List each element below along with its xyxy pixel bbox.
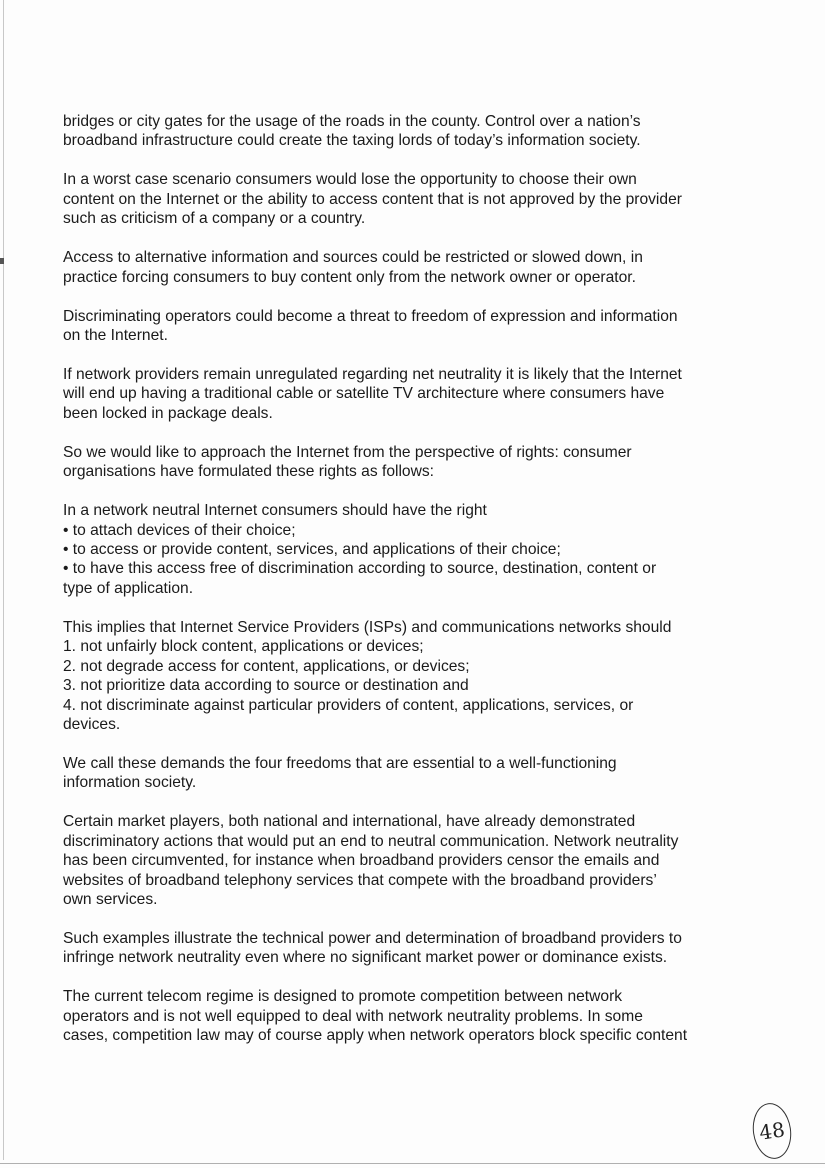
paragraph	[63, 443, 743, 482]
text-line: devices.	[63, 715, 121, 733]
text-line: practice forcing consumers to buy content only from the network owner or operator.	[63, 268, 636, 286]
text-line: • to have this access free of discrimination according to source, destination, content or	[63, 560, 657, 578]
text-line: such as criticism of a company or a country.	[63, 210, 366, 228]
text-line: 1. not unfairly block content, applications or devices;	[63, 638, 424, 656]
text-line: We call these demands the four freedoms that are essential to a well-functioning	[63, 754, 617, 772]
paragraph	[63, 929, 743, 968]
paragraph	[63, 501, 743, 598]
text-line: 4. not discriminate against particular providers of content, applications, services, or	[63, 696, 634, 714]
text-line: cases, competition law may of course apply when network operators block specific content	[63, 1027, 688, 1045]
paragraph	[63, 754, 743, 793]
text-line: If network providers remain unregulated regarding net neutrality it is likely that the Internet	[63, 366, 682, 384]
text-line: websites of broadband telephony services that compete with the broadband providers’	[63, 871, 657, 889]
left-edge-rule	[3, 0, 4, 1160]
text-line: has been circumvented, for instance when broadband providers censor the emails and	[63, 852, 660, 870]
text-line: organisations have formulated these rights as follows:	[63, 463, 434, 481]
text-line: operators and is not well equipped to deal with network neutrality problems. In some	[63, 1007, 643, 1025]
text-line: In a network neutral Internet consumers should have the right	[63, 502, 487, 520]
paragraph	[63, 618, 743, 734]
paragraph	[63, 812, 743, 909]
text-line: So we would like to approach the Internet from the perspective of rights: consumer	[63, 443, 632, 461]
text-line: information society.	[63, 774, 197, 792]
text-line: Discriminating operators could become a threat to freedom of expression and information	[63, 307, 678, 325]
left-edge-mark	[0, 258, 4, 264]
text-line: 3. not prioritize data according to source or destination and	[63, 677, 469, 695]
text-line: discriminatory actions that would put an end to neutral communication. Network neutrality	[63, 832, 679, 850]
text-line: will end up having a traditional cable or satellite TV architecture where consumers have	[63, 385, 665, 403]
handwritten-page-number: 48	[749, 1101, 794, 1162]
text-line: • to attach devices of their choice;	[63, 521, 296, 539]
text-line: This implies that Internet Service Providers (ISPs) and communications networks should	[63, 618, 672, 636]
text-line: The current telecom regime is designed to promote competition between network	[63, 988, 623, 1006]
paragraph	[63, 987, 743, 1045]
text-line: • to access or provide content, services, and applications of their choice;	[63, 541, 561, 559]
document-body	[63, 112, 743, 1065]
text-line: infringe network neutrality even where no significant market power or dominance exists.	[63, 949, 668, 967]
text-line: Certain market players, both national and international, have already demonstrated	[63, 813, 636, 831]
paragraph	[63, 170, 743, 228]
text-line: Access to alternative information and sources could be restricted or slowed down, in	[63, 249, 643, 267]
paragraph	[63, 248, 743, 287]
text-line: own services.	[63, 890, 158, 908]
text-line: been locked in package deals.	[63, 404, 273, 422]
text-line: type of application.	[63, 579, 194, 597]
paragraph	[63, 112, 743, 151]
text-line: 2. not degrade access for content, applications, or devices;	[63, 657, 470, 675]
paragraph	[63, 365, 743, 423]
text-line: Such examples illustrate the technical power and determination of broadband providers to	[63, 929, 682, 947]
text-line: bridges or city gates for the usage of the roads in the county. Control over a nation’s	[63, 113, 641, 130]
text-line: broadband infrastructure could create the taxing lords of today’s information society.	[63, 132, 641, 150]
paragraph	[63, 307, 743, 346]
bottom-edge-rule	[0, 1163, 825, 1164]
text-line: on the Internet.	[63, 327, 168, 345]
text-line: In a worst case scenario consumers would lose the opportunity to choose their own	[63, 171, 637, 189]
text-line: content on the Internet or the ability to access content that is not approved by the provider	[63, 190, 682, 208]
